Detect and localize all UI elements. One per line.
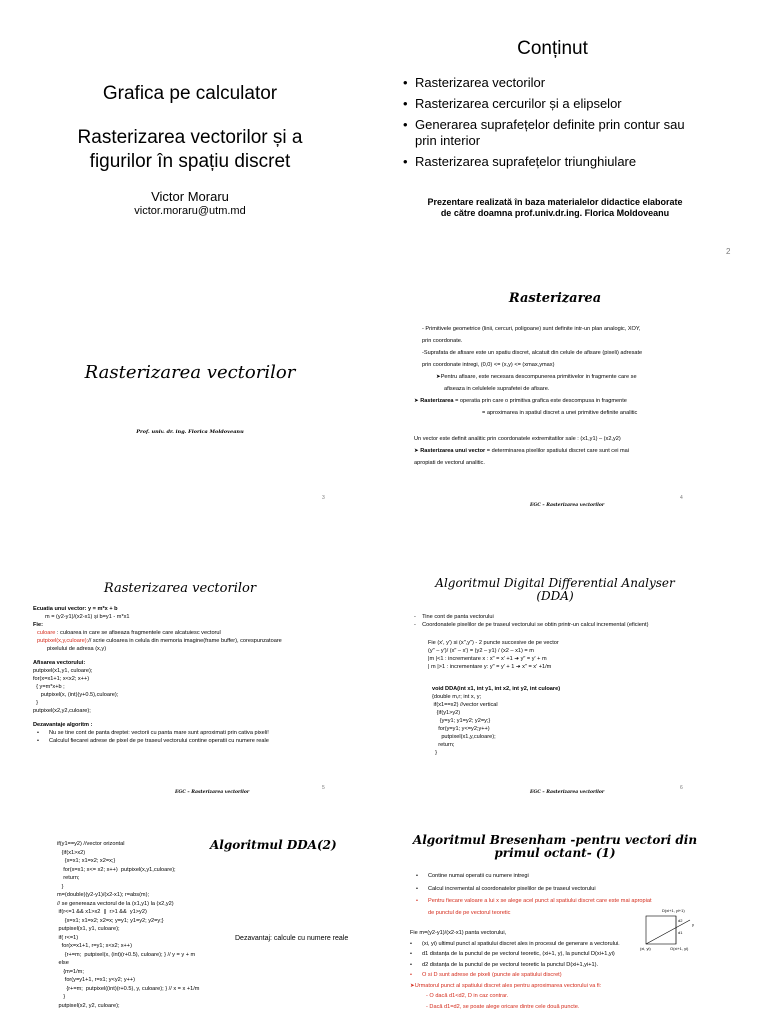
author-name: Victor Moraru [151, 189, 229, 204]
code-line: for(x=x1+1; x<x2; x++) [33, 676, 90, 682]
red-line: - Dacă d1=d2, se poate alege oricare dintre cele două puncte. [426, 1003, 580, 1010]
diagram-label-d: D(xi+1, yi+1) [662, 908, 685, 913]
slide-footer: EGC – Rasterizarea vectorilor [530, 790, 605, 795]
slide-3 [25, 275, 355, 510]
fie-term: culoare [37, 630, 56, 636]
code-line: } [432, 750, 437, 756]
title-line-1: Algoritmul Bresenham -pentru vectori din [412, 833, 698, 847]
fie-item [33, 637, 333, 645]
text-line: prin coordonate intregi, (0,0) <= (x,y) <= (xmax,ymax) [422, 362, 555, 368]
code-line: return; [432, 742, 455, 748]
slide-title: Algoritmul DDA(2) [210, 838, 337, 852]
code-line: if(r<=1 && x1>x2 || r>1 && y1>y2) [57, 909, 147, 915]
slide-2 [395, 25, 710, 260]
dash-mark: - [414, 622, 423, 628]
code-line: {x=x1; x1=x2; x2=x; y=y1; y1=y2; y2=y;} [57, 917, 164, 924]
code-line: {if(x1>x2) [57, 849, 86, 856]
author-line: Prof. univ. dr. ing. Florica Moldoveanu [136, 429, 244, 435]
list-item: • Rasterizarea vectorilor [403, 75, 708, 91]
code-line: if(y1==y2) //vector orizontal [57, 841, 125, 847]
slide-subtitle [25, 126, 355, 174]
diagram-label-d2: d2 [678, 918, 683, 923]
code-line: for(y=y1+1, r=x1; y<y2; y++) [57, 977, 136, 983]
arrow-icon: ➤ [414, 398, 421, 404]
code-line: } [57, 994, 66, 1000]
slide-title [410, 834, 700, 860]
text-line: apropiati de vectorul analitic. [414, 460, 485, 466]
list-item: • Contine numai operatii cu numere intregi [416, 872, 700, 881]
definition-term: Rasterizarea unui vector [420, 448, 486, 454]
code-line: putpixel(x1, y1, culoare); [57, 926, 120, 932]
title-line-1: Algoritmul Digital Differential Analyser [435, 576, 675, 590]
text-line: afiseaza in celulelele suprafetei de afisare. [444, 386, 550, 392]
diagram-label-d1: d1 [678, 930, 683, 935]
code-line: putpixel(x1,y1, culoare); [33, 668, 93, 674]
contents-list [403, 75, 708, 170]
bullet-text: Tine cont de panta vectorului [422, 614, 494, 620]
list-item: • d2 distanța de la punctul de pe vectorul teoretic la punctul D(xi+1,yi+1). [410, 961, 700, 970]
diagram-label-start: (xi, yi) [640, 946, 651, 951]
pixel-diagram [640, 908, 700, 954]
code-line: } [33, 700, 38, 706]
derivation-line: |m |<1 : incrementare x : x" = x' +1 ➔ y" = y' + m [428, 656, 547, 662]
code-line: {if(y1>y2) [432, 710, 461, 716]
code-line: {y=y1; y1=y2; y2=y;} [432, 718, 491, 724]
arrow-icon: ➤ [414, 448, 421, 454]
slide-number-mark: 3 [322, 495, 325, 501]
diagram-label-o: O(xi+1, yi) [670, 946, 689, 951]
definition-text: = operatia prin care o primitiva grafica este descompusa in fragmente [453, 398, 627, 404]
slide-footer: EGC – Rasterizarea vectorilor [175, 790, 250, 795]
slide-body [414, 323, 700, 469]
text-line: -Suprafata de afisare este un spatiu discret, alcatuit din celule de afisare (pixeli) adresate [422, 350, 643, 356]
slide-title: Conținut [517, 38, 588, 59]
subtitle-line-2: figurilor în spațiu discret [89, 151, 291, 172]
list-item: • Nu se tine cont de panta dreptei: vectorii cu panta mare sunt aproximati prin cativa pixeli! [37, 729, 333, 737]
derivation [414, 639, 700, 671]
slide-5 [25, 575, 335, 810]
bullet-text: Coordonatele pixelilor de pe traseul vectorului se obtin printr-un calcul incremental (eficient) [422, 622, 649, 628]
list-item: • d1 distanța de la punctul de pe vectorul teoretic, (xi+1, y), la punctul D(xi+1,yi) [410, 950, 700, 959]
code-line: for(x=x1+1, r=y1; x<x2; x++) [57, 943, 132, 949]
bullet-line [414, 613, 700, 621]
title-line-2: (DDA) [536, 589, 574, 603]
fie-term: putpixel(x,y,culoare); [37, 638, 89, 644]
slide-title: Rasterizarea [508, 291, 602, 306]
slide-body [414, 613, 700, 757]
slide-number-mark: 6 [680, 785, 683, 791]
fie-label: Fie: [33, 622, 43, 628]
slide-title: Grafica pe calculator [102, 83, 278, 104]
code-line: m=(double)(y2-y1)/(x2-x1); r=abs(m); [57, 892, 150, 898]
slide-title [410, 577, 700, 603]
fie-line: Fie m=(y2-y1)/(x2-x1) panta vectorului, [410, 930, 507, 936]
definition-term: Rasterizarea [420, 398, 454, 404]
list-item: • Calcul incremental al coordonatelor pixelilor de pe traseul vectorului [416, 885, 700, 894]
equation-line: m = (y2-y1)/(x2-x1) și b=y1 - m*x1 [45, 614, 130, 620]
red-line-1: • Pentru fiecare valoare a lui x se alege acel punct al spatiului discret care este mai apropiat [428, 898, 652, 904]
code-line: {r+=m; putpixel(x, (int)(r+0.5), culoare); } // y = y + m [57, 951, 196, 958]
slide-1 [25, 25, 355, 260]
slide-title: Rasterizarea vectorilor [84, 362, 296, 383]
code-line: putpixel(x2, y2, culoare); [57, 1002, 120, 1009]
credit-text [400, 197, 710, 219]
text-line: ➤ Pentru afisare, este necesara descompunerea primitivelor in fragmente care se [414, 371, 700, 383]
code-line: {m=1/m; [57, 968, 84, 975]
code-block [57, 840, 257, 1010]
red-arrow-line: ➤ Urmatorul punct al spatiului discret ales pentru aproximarea vectorului va fi: [410, 982, 700, 991]
title-line-2: primul octant- (1) [494, 846, 616, 860]
code-line: if( r<=1) [57, 934, 79, 941]
slide-footer: EGC – Rasterizarea vectorilor [530, 503, 605, 508]
note-text: Dezavantaj: calcule cu numere reale [235, 935, 349, 942]
list-item: • Calculul fiecarei adrese de pixel de pe traseul vectorului contine operatii cu numere reale [37, 737, 333, 745]
dezavantaje-label: Dezavantaje algoritm : [33, 722, 93, 728]
code-line: return; [57, 875, 80, 881]
fie-item [33, 629, 333, 637]
list-item: • (xi, yi) ultimul punct al spatiului discret ales in procesul de generare a vectorului. [410, 940, 700, 949]
derivation-line: | m |>1 : incrementare y: y" = y' + 1 ➔ x" = x' +1/m [428, 664, 552, 670]
definition-text: = determinarea pixelilor spatiului discret care sunt cei mai [485, 448, 630, 454]
afisare-label: Afisarea vectorului: [33, 660, 86, 666]
dash-mark: - [414, 614, 423, 620]
credit-line-2: de către doamna prof.univ.dr.ing. Florica Moldoveanu [440, 208, 670, 218]
code-line: {double m,r; int x, y; [432, 694, 482, 700]
bullet-line [414, 621, 700, 629]
slide-6 [410, 575, 700, 810]
text-line: - Primitivele geometrice (linii, cercuri, poligoane) sunt definite intr-un plan analogic, XOY, [422, 326, 641, 332]
code-block [414, 685, 700, 757]
slide-7 [25, 830, 355, 1024]
fie-text: : culoarea in care se afiseaza fragmentele care alcatuiesc vectorul [55, 630, 221, 636]
code-line: putpixel(x1,y,culoare); [432, 734, 496, 740]
derivation-line: (y" – y')/ (x" – x') = (y2 – y1) / (x2 – x1) = m [428, 648, 534, 654]
dezavantaje-list [33, 729, 333, 745]
equation-label: Ecuatia unui vector: y = m*x + b [33, 606, 118, 612]
red-line-2: de punctul de pe vectorul teoretic [428, 909, 511, 916]
fie-text: // scrie culoarea in celula din memoria imagine(frame buffer), corespunzatoare [88, 638, 282, 644]
author-email: victor.moraru@utm.md [134, 205, 246, 217]
slide-title: Rasterizarea vectorilor [103, 581, 257, 596]
code-line: else [57, 960, 69, 966]
subtitle-line-1: Rasterizarea vectorilor și a [77, 127, 303, 148]
code-line: putpixel(x, (int)(y+0.5),culoare); [33, 692, 119, 698]
credit-line-1: Prezentare realizată în baza materialelor didactice elaborate [427, 197, 683, 207]
code-head: void DDA(int x1, int y1, int x2, int y2, int culoare) [432, 686, 561, 692]
list-item: • Rasterizarea suprafețelor triunghiulare [403, 154, 708, 170]
slide-4 [410, 275, 700, 515]
code-line: {r+=m; putpixel((int)(r+0.5), y, culoare); } // x = x +1/m [57, 985, 200, 992]
slide-number-mark: 4 [680, 495, 683, 501]
code-line: } [57, 883, 64, 890]
diagram-label-y: y [692, 922, 694, 927]
code-line: // se genereaza vectorul de la (x1,y1) la (x2,y2) [57, 900, 174, 907]
code-line: if(x1==x2) //vector vertical [432, 702, 498, 708]
derivation-line: Fie (x', y') si (x",y") - 2 puncte succesive de pe vector [428, 640, 559, 646]
red-line: - O dacă d1<d2, D in caz contrar. [426, 993, 509, 999]
slide-number-mark: 5 [322, 785, 325, 791]
vector-raster-definition [414, 445, 700, 457]
code-line: for(y=y1; y<=y2;y++) [432, 726, 490, 732]
text-line: prin coordonate. [422, 338, 463, 344]
code-line: for(x=x1; x<= x2; x++) putpixel(x,y1,culoare); [57, 866, 176, 873]
page-number: 2 [726, 247, 731, 256]
raster-definition [414, 395, 700, 407]
list-item: • Rasterizarea cercurilor și a elipselor [403, 96, 708, 112]
slide-8 [410, 830, 700, 1024]
code-line: putpixel(x2,y2,culoare); [33, 708, 91, 714]
vector-definition: Un vector este definit analitic prin coordonatele extremitatilor sale : (x1,y1) – (x2,y2) [414, 436, 621, 442]
list-item: • Generarea suprafețelor definite prin contur sau prin interior [403, 117, 708, 149]
code-line: { y=m*x+b ; [33, 684, 65, 690]
fie-cont: pixelului de adresa (x,y) [47, 646, 107, 652]
text-line: = aproximarea in spatiul discret a unei primitive definite analitic [482, 410, 638, 416]
slide-body [33, 605, 333, 745]
code-line: {x=x1; x1=x2; x2=x;} [57, 858, 116, 864]
list-item: • O si D sunt adrese de pixeli (puncte ale spatiului discret) [410, 971, 700, 980]
